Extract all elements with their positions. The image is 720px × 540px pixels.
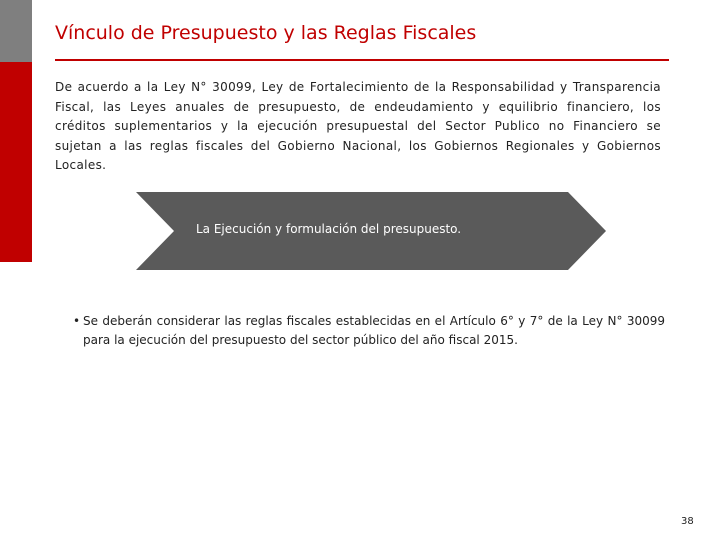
bullet-text: Se deberán considerar las reglas fiscales establecidas en el Artículo 6° y 7° de la Ley N° 30099 para la ejecución del presupuesto del sector público del año fiscal 2015.: [83, 314, 665, 347]
side-bar-gray: [0, 0, 32, 62]
bullet-icon: •: [73, 314, 81, 328]
chevron-arrow-shape: [136, 192, 606, 270]
title-underline: [55, 59, 669, 61]
side-bar-red: [0, 62, 32, 262]
slide-title: Vínculo de Presupuesto y las Reglas Fiscales: [55, 22, 477, 44]
page-number: 38: [681, 516, 694, 527]
bullet-item: [73, 312, 665, 350]
arrow-label: La Ejecución y formulación del presupuesto.: [196, 222, 462, 236]
body-paragraph: De acuerdo a la Ley N° 30099, Ley de Fortalecimiento de la Responsabilidad y Transparencia Fiscal, las Leyes anuales de presupuesto, de endeudamiento y equilibrio financiero, los créditos suplementarios y la ejecución presupuestal del Sector Publico no Financiero se sujetan a las reglas fiscales del Gobierno Nacional, los Gobiernos Regionales y Gobiernos Locales.: [55, 80, 661, 173]
